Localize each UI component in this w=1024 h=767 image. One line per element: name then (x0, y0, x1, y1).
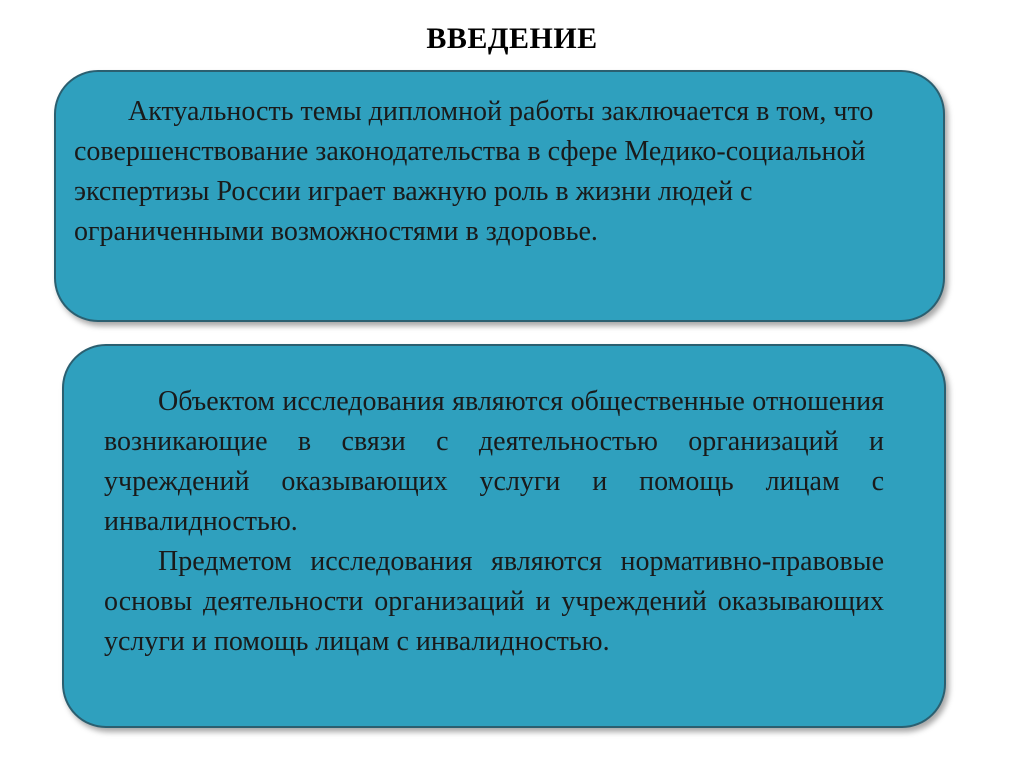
relevance-card (54, 70, 945, 322)
slide-title: ВВЕДЕНИЕ (426, 22, 598, 55)
research-card (62, 344, 946, 728)
research-subject-text: Предметом исследования являются нормативно-правовые основы деятельности организаций и учреждений оказывающих услуги и помощь лицам с инвалидностью. (104, 546, 884, 657)
research-object-text: Объектом исследования являются общественные отношения возникающие в связи с деятельностью организаций и учреждений оказывающих услуги и помощь лицам с инвалидностью. (104, 386, 884, 537)
relevance-text: Актуальность темы дипломной работы заключается в том, что совершенствование законодательства в сфере Медико-социальной экспертизы России играет важную роль в жизни людей с ограниченными возможностями в здоровье. (74, 96, 874, 247)
